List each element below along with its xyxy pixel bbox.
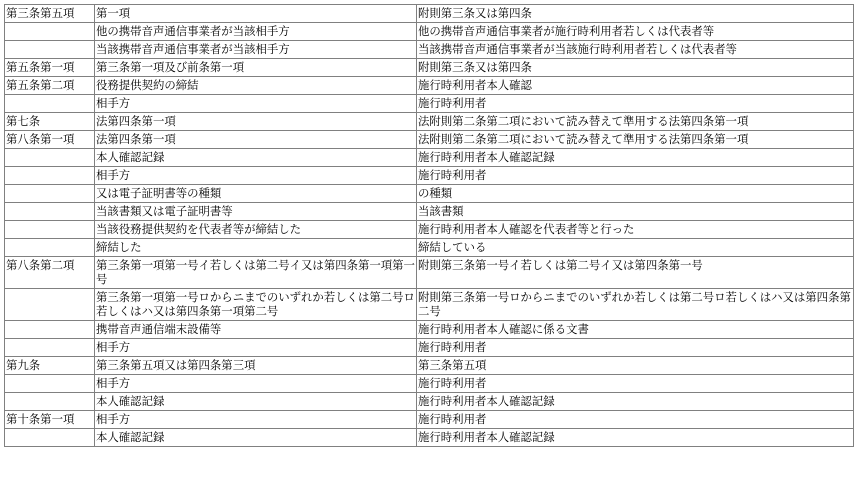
table-row <box>5 5 854 23</box>
original-text-cell: 相手方 <box>95 375 417 393</box>
table-row <box>5 221 854 239</box>
replacement-text-cell: 施行時利用者本人確認記録 <box>417 429 854 447</box>
replacement-text-cell: 附則第三条又は第四条 <box>417 59 854 77</box>
replacement-text-cell: 法附則第二条第二項において読み替えて準用する法第四条第一項 <box>417 131 854 149</box>
table-row <box>5 23 854 41</box>
table-row <box>5 203 854 221</box>
original-text-cell: 法第四条第一項 <box>95 131 417 149</box>
article-cell <box>5 429 95 447</box>
original-text-cell: 携帯音声通信端末設備等 <box>95 321 417 339</box>
original-text-cell: 相手方 <box>95 95 417 113</box>
table-row <box>5 393 854 411</box>
table-row <box>5 357 854 375</box>
table-row <box>5 77 854 95</box>
table-row <box>5 95 854 113</box>
article-cell: 第五条第二項 <box>5 77 95 95</box>
article-cell: 第十条第一項 <box>5 411 95 429</box>
article-cell <box>5 221 95 239</box>
original-text-cell: 本人確認記録 <box>95 393 417 411</box>
article-cell: 第三条第五項 <box>5 5 95 23</box>
original-text-cell: 又は電子証明書等の種類 <box>95 185 417 203</box>
table-row <box>5 149 854 167</box>
original-text-cell: 相手方 <box>95 411 417 429</box>
table-row <box>5 321 854 339</box>
original-text-cell: 締結した <box>95 239 417 257</box>
replacement-text-cell: 附則第三条第一号ロからニまでのいずれか若しくは第二号ロ若しくはハ又は第四条第二号 <box>417 289 854 321</box>
replacement-text-cell: 締結している <box>417 239 854 257</box>
article-cell <box>5 289 95 321</box>
table-row <box>5 257 854 289</box>
original-text-cell: 第一項 <box>95 5 417 23</box>
article-cell <box>5 321 95 339</box>
provision-replacement-table <box>4 4 854 447</box>
original-text-cell: 当該役務提供契約を代表者等が締結した <box>95 221 417 239</box>
article-cell <box>5 95 95 113</box>
replacement-text-cell: 附則第三条第一号イ若しくは第二号イ又は第四条第一号 <box>417 257 854 289</box>
article-cell: 第八条第一項 <box>5 131 95 149</box>
original-text-cell: 第三条第一項第一号ロからニまでのいずれか若しくは第二号ロ若しくはハ又は第四条第一項第二号 <box>95 289 417 321</box>
article-cell <box>5 41 95 59</box>
replacement-text-cell: の種類 <box>417 185 854 203</box>
replacement-text-cell: 施行時利用者 <box>417 375 854 393</box>
replacement-text-cell: 法附則第二条第二項において読み替えて準用する法第四条第一項 <box>417 113 854 131</box>
replacement-text-cell: 施行時利用者 <box>417 95 854 113</box>
table-row <box>5 289 854 321</box>
table-row <box>5 59 854 77</box>
replacement-text-cell: 附則第三条又は第四条 <box>417 5 854 23</box>
original-text-cell: 本人確認記録 <box>95 149 417 167</box>
replacement-text-cell: 施行時利用者 <box>417 339 854 357</box>
article-cell: 第八条第二項 <box>5 257 95 289</box>
table-row <box>5 411 854 429</box>
article-cell <box>5 393 95 411</box>
original-text-cell: 第三条第一項及び前条第一項 <box>95 59 417 77</box>
original-text-cell: 相手方 <box>95 339 417 357</box>
article-cell <box>5 185 95 203</box>
table-row <box>5 131 854 149</box>
table-body <box>5 5 854 447</box>
article-cell <box>5 23 95 41</box>
replacement-text-cell: 施行時利用者本人確認 <box>417 77 854 95</box>
article-cell <box>5 375 95 393</box>
table-row <box>5 167 854 185</box>
article-cell: 第七条 <box>5 113 95 131</box>
table-row <box>5 113 854 131</box>
replacement-text-cell: 施行時利用者本人確認記録 <box>417 393 854 411</box>
original-text-cell: 本人確認記録 <box>95 429 417 447</box>
replacement-text-cell: 当該携帯音声通信事業者が当該施行時利用者若しくは代表者等 <box>417 41 854 59</box>
table-row <box>5 375 854 393</box>
article-cell: 第五条第一項 <box>5 59 95 77</box>
replacement-text-cell: 施行時利用者 <box>417 167 854 185</box>
article-cell: 第九条 <box>5 357 95 375</box>
article-cell <box>5 239 95 257</box>
article-cell <box>5 203 95 221</box>
replacement-text-cell: 当該書類 <box>417 203 854 221</box>
original-text-cell: 他の携帯音声通信事業者が当該相手方 <box>95 23 417 41</box>
original-text-cell: 当該携帯音声通信事業者が当該相手方 <box>95 41 417 59</box>
table-row <box>5 239 854 257</box>
table-row <box>5 41 854 59</box>
table-row <box>5 185 854 203</box>
article-cell <box>5 149 95 167</box>
replacement-text-cell: 施行時利用者本人確認記録 <box>417 149 854 167</box>
replacement-text-cell: 施行時利用者本人確認に係る文書 <box>417 321 854 339</box>
replacement-text-cell: 施行時利用者本人確認を代表者等と行った <box>417 221 854 239</box>
table-row <box>5 429 854 447</box>
replacement-text-cell: 他の携帯音声通信事業者が施行時利用者若しくは代表者等 <box>417 23 854 41</box>
original-text-cell: 相手方 <box>95 167 417 185</box>
replacement-text-cell: 第三条第五項 <box>417 357 854 375</box>
original-text-cell: 当該書類又は電子証明書等 <box>95 203 417 221</box>
original-text-cell: 第三条第五項又は第四条第三項 <box>95 357 417 375</box>
original-text-cell: 法第四条第一項 <box>95 113 417 131</box>
article-cell <box>5 339 95 357</box>
original-text-cell: 役務提供契約の締結 <box>95 77 417 95</box>
original-text-cell: 第三条第一項第一号イ若しくは第二号イ又は第四条第一項第一号 <box>95 257 417 289</box>
article-cell <box>5 167 95 185</box>
table-row <box>5 339 854 357</box>
replacement-text-cell: 施行時利用者 <box>417 411 854 429</box>
